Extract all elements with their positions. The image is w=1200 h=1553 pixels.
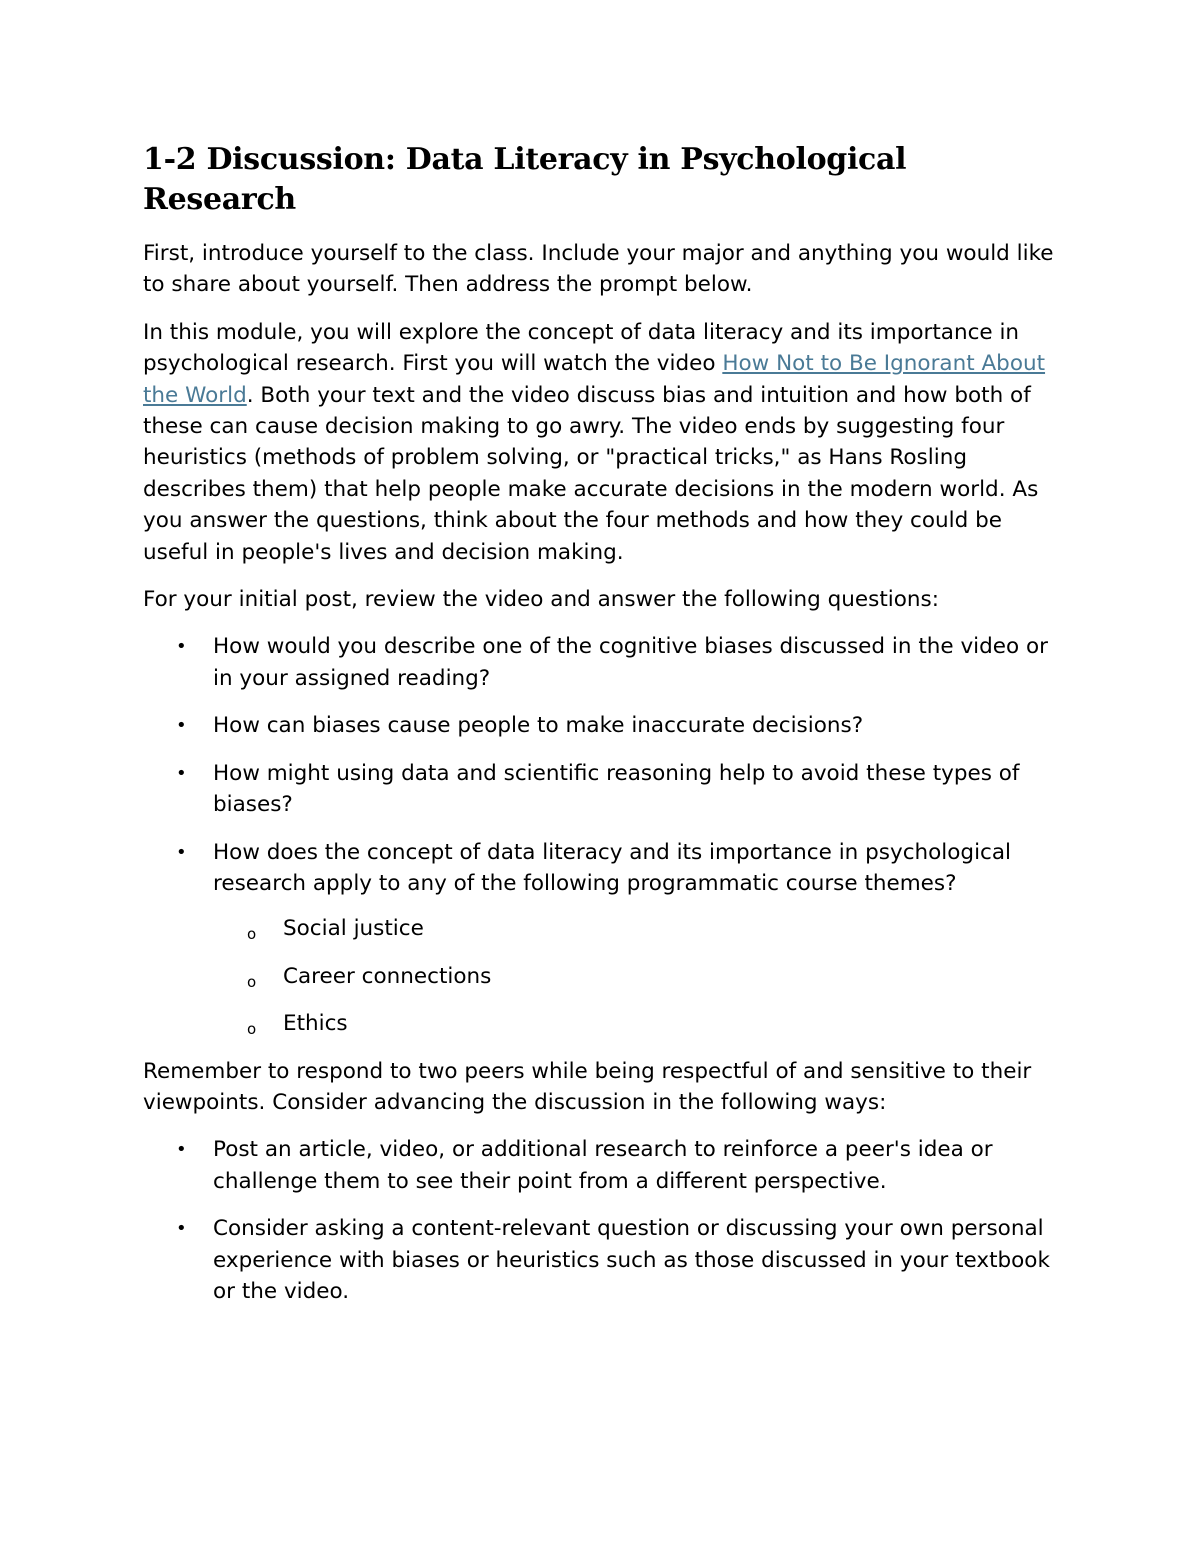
circle-bullet-icon: o [247, 1020, 257, 1039]
bullet-icon: • [176, 762, 187, 784]
bullet-icon: • [176, 1139, 187, 1161]
way-text: Consider asking a content-relevant question or discussing your own personal experience with biases or heuristics such as those discussed in your textbook or the video. [213, 1216, 1050, 1304]
way-text: Post an article, video, or additional research to reinforce a peer's idea or challenge them to see their point from a different perspective. [213, 1137, 993, 1194]
themes-list [213, 913, 1063, 1039]
list-item [143, 710, 1063, 741]
sub-list-item [213, 1008, 1063, 1039]
list-item [143, 631, 1063, 694]
ways-list [143, 1134, 1063, 1307]
bullet-icon: • [176, 841, 187, 863]
bullet-icon: • [176, 715, 187, 737]
list-item [143, 1213, 1063, 1307]
theme-text: Social justice [283, 916, 424, 942]
list-item [143, 758, 1063, 821]
page-title: 1-2 Discussion: Data Literacy in Psychological Research [143, 142, 907, 217]
theme-text: Ethics [283, 1011, 348, 1037]
bullet-icon: • [176, 1218, 187, 1240]
sub-list-item [213, 913, 1063, 944]
question-text: How can biases cause people to make inaccurate decisions? [213, 713, 864, 739]
module-paragraph [143, 317, 1063, 568]
question-text: How might using data and scientific reasoning help to avoid these types of biases? [213, 760, 1020, 818]
list-item [143, 837, 1063, 1040]
question-text: How would you describe one of the cognitive biases discussed in the video or in your assigned reading? [213, 634, 1048, 691]
sub-list-item [213, 961, 1063, 992]
circle-bullet-icon: o [247, 925, 257, 944]
question-text: How does the concept of data literacy and its importance in psychological research apply to any of the following programmatic course themes? [213, 839, 1012, 896]
circle-bullet-icon: o [247, 972, 257, 991]
intro-paragraph: First, introduce yourself to the class. Include your major and anything you would like to share about yourself. Then address the prompt below. [143, 241, 1054, 298]
document-page [143, 140, 1063, 1323]
module-text-after: . Both your text and the video discuss bias and intuition and how both of these can cause decision making to go awry. The video ends by suggesting four heuristics (methods of problem solving, or "practical tricks," as Hans Rosling describes them) that help people make accurate decisions in the modern world. As you answer the questions, think about the four methods and how they could be useful in people's lives and decision making. [143, 382, 1039, 565]
bullet-icon: • [176, 636, 187, 658]
list-item [143, 1134, 1063, 1197]
theme-text: Career connections [283, 963, 492, 989]
questions-list [143, 631, 1063, 1039]
initial-post-paragraph: For your initial post, review the video and answer the following questions: [143, 587, 939, 613]
video-link[interactable]: How Not to Be Ignorant About the World [143, 351, 1046, 408]
remember-paragraph: Remember to respond to two peers while being respectful of and sensitive to their viewpoints. Consider advancing the discussion in the following ways: [143, 1058, 1032, 1115]
module-text-before: In this module, you will explore the concept of data literacy and its importance in psychological research. First you will watch the video [143, 319, 1020, 377]
